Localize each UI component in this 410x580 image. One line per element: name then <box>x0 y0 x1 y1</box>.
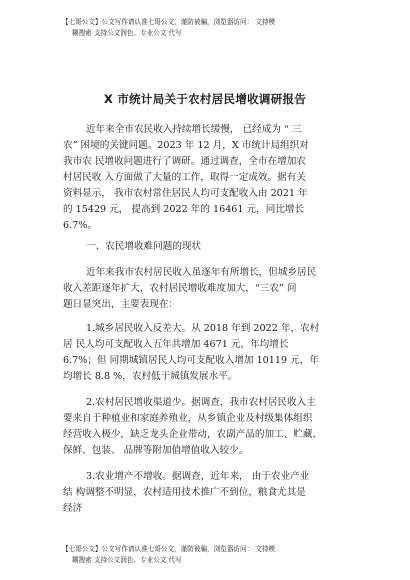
body-line: 农” 困境的关键问题。2023 年 12 月，X 市统计局组织对 <box>63 140 309 151</box>
body-line: 6.7%。 <box>63 220 97 231</box>
body-line: 我市农 民增收问题进行了调研。通过调查，全市在增加农 <box>63 156 306 167</box>
footer-line-1: 【七哥公文】公文写作请认准七哥公文，谨防被骗，浏览器访问： 文持模 <box>62 545 276 553</box>
body-line: 居 民人均可支配收入五年共增加 4671 元，年均增长 <box>63 339 289 350</box>
body-line: 收入差距逐年扩大，农村居民增收难度加大，“三农” 问 <box>63 283 297 294</box>
body-line: 经济 <box>63 503 83 514</box>
body-line: 经营收入极少，缺乏龙头企业带动，农副产品的加工、贮藏、 <box>63 429 323 440</box>
body-line: 资料显示， 我市农村常住居民人均可支配收入由 2021 年 <box>63 188 308 199</box>
footer-line-2: 糊搜索 支持公文润色、专业公文 代写 <box>72 555 182 564</box>
body-line: 保鲜、包装、 品牌等附加值增值收入较少。 <box>63 445 249 456</box>
document-title: X 市统计局关于农村居民增收调研报告 <box>103 92 307 106</box>
body-line: 题日显突出，主要表现在： <box>63 299 179 310</box>
body-line: 6.7%；但 同期城镇居民人均可支配收入增加 10119 元，年 <box>63 355 319 366</box>
body-line: 近年来我市农村居民收入虽逐年有所增长，但城乡居民 <box>86 267 317 278</box>
body-line: 结 构调整不明显，农村适用技术推广不到位，粮食尤其是 <box>63 487 306 498</box>
body-line: 均增长 8.8 %，农村低于城镇发展水平。 <box>63 371 238 382</box>
header-line-2: 糊搜索 支持公文润色、专业公文 代写 <box>72 28 182 37</box>
body-line: 村居民收 入方面做了大量的工作，取得一定成效。据有关 <box>63 172 306 183</box>
body-line: 2.农村居民增收渠道少。据调查，我市农村居民收入主 <box>86 397 316 408</box>
page-footer <box>62 544 362 565</box>
body-line: 1.城乡居民收入反差大。从 2018 年到 2022 年，农村 <box>86 323 320 334</box>
page-header <box>62 17 362 38</box>
header-line-1: 【七哥公文】公文写作请认准七哥公文，谨防被骗，浏览器访问： 文持模 <box>62 18 276 26</box>
section-heading: 一、农民增收难问题的现状 <box>86 241 202 252</box>
body-line: 的 15429 元， 提高到 2022 年的 16461 元，同比增长 <box>63 204 305 215</box>
body-line: 3.农业增产不增收。据调查，近年来， 由于农业产业 <box>86 471 310 482</box>
body-line: 近年来全市农民收入持续增长缓慢， 已经成为 “ 三 <box>86 124 302 135</box>
body-line: 要来自于种植业和家庭养殖业，从乡镇企业及村级集体组织 <box>63 413 313 424</box>
